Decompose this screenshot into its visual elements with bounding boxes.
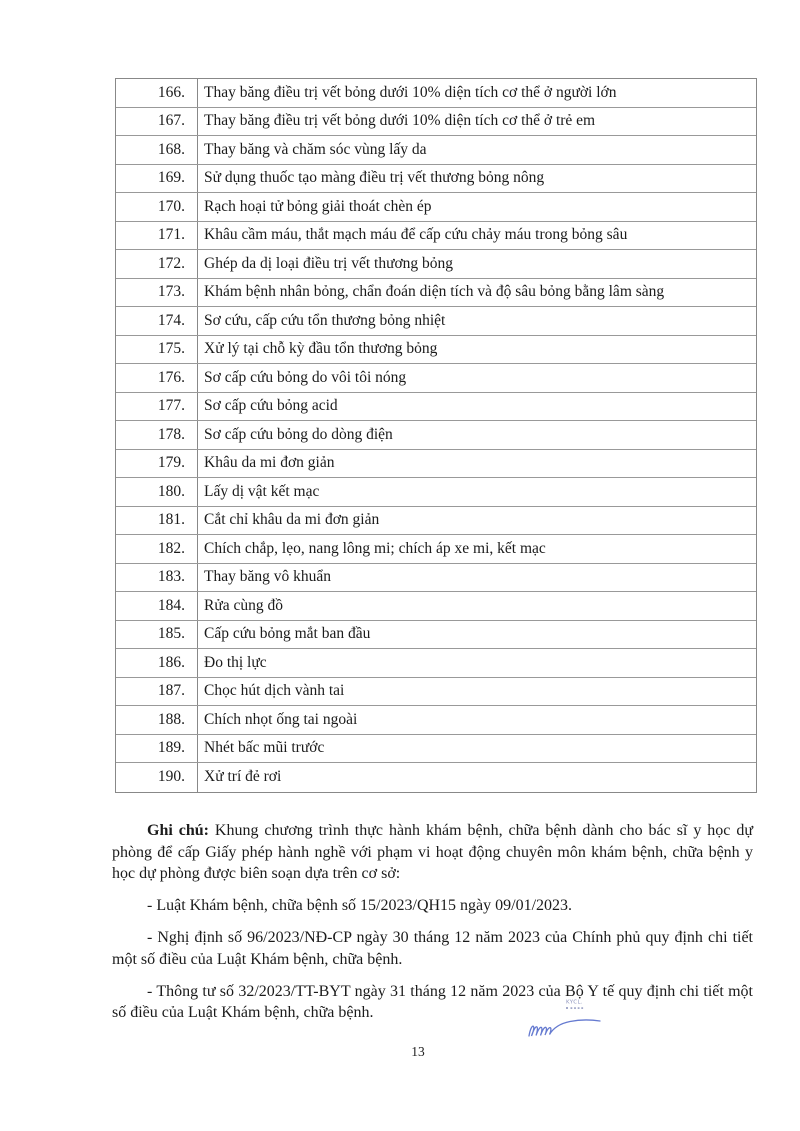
row-procedure-cell: Thay băng vô khuẩn — [204, 568, 331, 586]
row-number-cell: 181. — [116, 507, 198, 535]
row-number-cell: 188. — [116, 706, 198, 734]
table-row — [116, 706, 756, 735]
table-row — [116, 165, 756, 194]
row-number-cell: 171. — [116, 222, 198, 250]
notes-section — [112, 820, 753, 1034]
row-procedure-cell: Khâu da mi đơn giản — [204, 454, 335, 472]
table-row — [116, 478, 756, 507]
row-procedure-cell: Rạch hoại tử bỏng giải thoát chèn ép — [204, 197, 432, 215]
row-number-cell: 186. — [116, 649, 198, 677]
table-row — [116, 564, 756, 593]
table-row — [116, 193, 756, 222]
row-procedure-cell: Lấy dị vật kết mạc — [204, 482, 320, 500]
row-procedure-cell: Xử lý tại chỗ kỳ đầu tổn thương bỏng — [204, 340, 438, 358]
notes-bullet: - Nghị định số 96/2023/NĐ-CP ngày 30 tháng 12 năm 2023 của Chính phủ quy định chi tiết một số điều của Luật Khám bệnh, chữa bệnh. — [112, 929, 753, 968]
row-procedure-cell: Cấp cứu bỏng mắt ban đầu — [204, 625, 371, 643]
row-number-cell: 182. — [116, 535, 198, 563]
page-number: 13 — [411, 1044, 425, 1059]
row-number-cell: 183. — [116, 564, 198, 592]
row-number-cell: 168. — [116, 136, 198, 164]
notes-bullets — [112, 895, 753, 1024]
row-procedure-cell: Cắt chỉ khâu da mi đơn giản — [204, 511, 380, 529]
row-number-cell: 189. — [116, 735, 198, 763]
table-row — [116, 364, 756, 393]
row-procedure-cell: Chích nhọt ống tai ngoài — [204, 710, 358, 728]
row-procedure-cell: Chọc hút dịch vành tai — [204, 682, 345, 700]
procedures-table — [115, 78, 757, 793]
row-procedure-cell: Ghép da dị loại điều trị vết thương bỏng — [204, 254, 454, 272]
row-number-cell: 172. — [116, 250, 198, 278]
row-procedure-cell: Đo thị lực — [204, 653, 267, 671]
row-procedure-cell: Thay băng điều trị vết bỏng dưới 10% diện tích cơ thể ở người lớn — [204, 83, 617, 101]
table-row — [116, 735, 756, 764]
row-number-cell: 170. — [116, 193, 198, 221]
table-row — [116, 307, 756, 336]
row-number-cell: 177. — [116, 393, 198, 421]
signature-scribble-icon — [522, 1010, 608, 1044]
row-number-cell: 180. — [116, 478, 198, 506]
notes-bullet: - Thông tư số 32/2023/TT-BYT ngày 31 tháng 12 năm 2023 của Bộ Y tế quy định chi tiết một số điều của Luật Khám bệnh, chữa bệnh. — [112, 982, 753, 1021]
row-number-cell: 185. — [116, 621, 198, 649]
row-procedure-cell: Sơ cấp cứu bỏng acid — [204, 397, 338, 415]
row-procedure-cell: Thay băng điều trị vết bỏng dưới 10% diện tích cơ thể ở trẻ em — [204, 112, 596, 130]
table-row — [116, 678, 756, 707]
row-procedure-cell: Khâu cầm máu, thắt mạch máu để cấp cứu chảy máu trong bỏng sâu — [204, 226, 628, 244]
row-number-cell: 174. — [116, 307, 198, 335]
table-row — [116, 592, 756, 621]
row-procedure-cell: Sơ cứu, cấp cứu tổn thương bỏng nhiệt — [204, 311, 446, 329]
row-number-cell: 166. — [116, 79, 198, 107]
table-row — [116, 222, 756, 251]
row-number-cell: 173. — [116, 279, 198, 307]
table-row — [116, 763, 756, 792]
row-procedure-cell: Khám bệnh nhân bỏng, chẩn đoán diện tích và độ sâu bỏng bằng lâm sàng — [204, 283, 665, 301]
table-row — [116, 136, 756, 165]
table-row — [116, 621, 756, 650]
notes-intro-paragraph — [112, 820, 753, 885]
table-row — [116, 108, 756, 137]
table-row — [116, 649, 756, 678]
notes-intro-text: Khung chương trình thực hành khám bệnh, chữa bệnh dành cho bác sĩ y học dự phòng để cấp Giấy phép hành nghề với phạm vi hoạt động chuyên môn khám bệnh, chữa bệnh y học dự phòng được biên soạn dựa trên cơ sở: — [112, 822, 753, 882]
table-row — [116, 336, 756, 365]
table-row — [116, 421, 756, 450]
table-row — [116, 535, 756, 564]
row-number-cell: 179. — [116, 450, 198, 478]
row-procedure-cell: Sơ cấp cứu bỏng do vôi tôi nóng — [204, 368, 407, 386]
row-procedure-cell: Nhét bấc mũi trước — [204, 739, 325, 757]
row-number-cell: 176. — [116, 364, 198, 392]
table-row — [116, 507, 756, 536]
table-row — [116, 393, 756, 422]
row-procedure-cell: Sử dụng thuốc tạo màng điều trị vết thương bỏng nông — [204, 169, 545, 187]
row-procedure-cell: Sơ cấp cứu bỏng do dòng điện — [204, 425, 393, 443]
row-number-cell: 178. — [116, 421, 198, 449]
row-number-cell: 184. — [116, 592, 198, 620]
table-row — [116, 250, 756, 279]
row-procedure-cell: Chích chắp, lẹo, nang lông mi; chích áp xe mi, kết mạc — [204, 539, 546, 557]
row-procedure-cell: Thay băng và chăm sóc vùng lấy da — [204, 140, 427, 158]
row-procedure-cell: Rửa cùng đồ — [204, 596, 283, 614]
row-number-cell: 169. — [116, 165, 198, 193]
notes-bullet: - Luật Khám bệnh, chữa bệnh số 15/2023/QH15 ngày 09/01/2023. — [147, 897, 573, 914]
table-row — [116, 450, 756, 479]
row-number-cell: 175. — [116, 336, 198, 364]
row-number-cell: 187. — [116, 678, 198, 706]
row-number-cell: 167. — [116, 108, 198, 136]
row-number-cell: 190. — [116, 763, 198, 792]
table-row — [116, 79, 756, 108]
notes-label: Ghi chú: — [147, 822, 209, 839]
table-row — [116, 279, 756, 308]
row-procedure-cell: Xử trí đẻ rơi — [204, 768, 282, 786]
signature-stamp-text: KYCL. — [566, 1000, 583, 1009]
